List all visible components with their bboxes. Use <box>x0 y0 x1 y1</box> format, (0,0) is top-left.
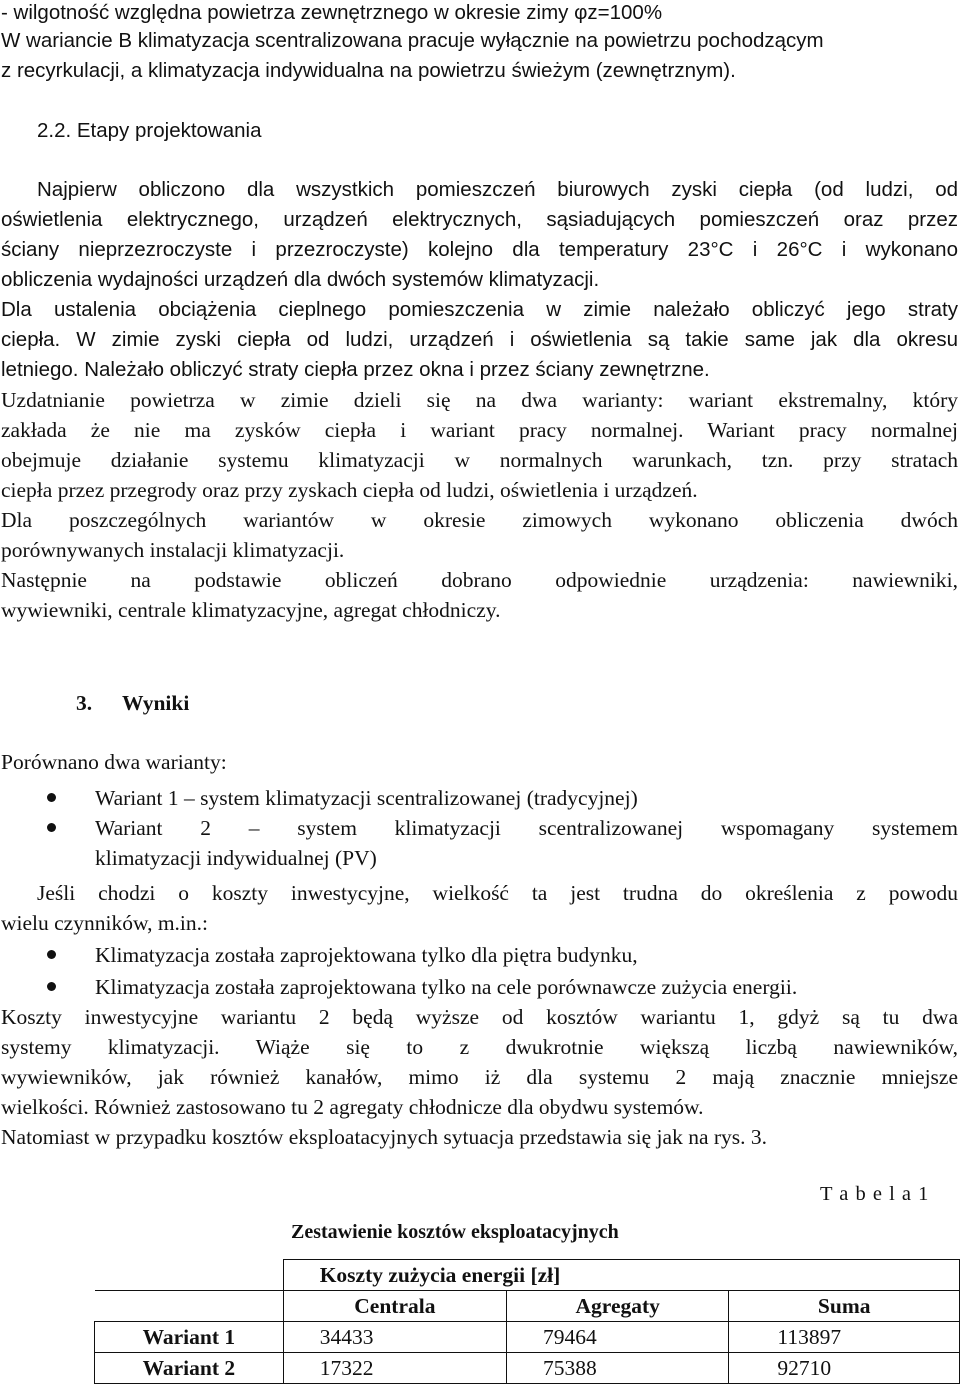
text-line: W wariancie B klimatyzacja scentralizowana pracuje wyłącznie na powietrzu pochodzącym <box>1 29 824 52</box>
text-line: Natomiast w przypadku kosztów eksploatacyjnych sytuacja przedstawia się jak na rys. 3. <box>1 1125 768 1149</box>
section-heading: 2.2. Etapy projektowania <box>37 119 262 142</box>
text-line: Dla poszczególnych wariantów w okresie zimowych wykonano obliczenia dwóch <box>1 508 958 532</box>
list-item-continuation: klimatyzacji indywidualnej (PV) <box>95 846 377 870</box>
table-cell: 17322 <box>283 1353 506 1384</box>
table-header-row <box>95 1260 960 1291</box>
table-row <box>95 1322 960 1353</box>
list-item: Klimatyzacja została zaprojektowana tylko na cele porównawcze zużycia energii. <box>95 975 798 999</box>
text-line: Koszty inwestycyjne wariantu 2 będą wyższe od kosztów wariantu 1, gdyż są tu dwa <box>1 1005 958 1029</box>
text-line: obliczenia wydajności urządzeń dla dwóch systemów klimatyzacji. <box>1 268 600 291</box>
column-header: Centrala <box>283 1291 506 1322</box>
text-line: systemy klimatyzacji. Wiąże się to z dwukrotnie większą liczbą nawiewników, <box>1 1035 958 1059</box>
text-line: ściany nieprzezroczyste i przezroczyste) kolejno dla temperatury 23°C i 26°C i wykonano <box>1 238 958 261</box>
list-item: Wariant 2 – system klimatyzacji scentralizowanej wspomagany systemem <box>95 816 958 840</box>
text-line: z recyrkulacji, a klimatyzacja indywidualna na powietrzu świeżym (zewnętrznym). <box>1 59 736 82</box>
paragraph <box>1 295 958 355</box>
text-line: Porównano dwa warianty: <box>1 750 227 774</box>
text-line: ciepła. W zimie zyski ciepła od ludzi, urządzeń i oświetlenia są takie same jak dla okresu <box>1 328 958 351</box>
paragraph <box>37 878 958 908</box>
text-line: Następnie na podstawie obliczeń dobrano odpowiednie urządzenia: nawiewniki, <box>1 568 958 592</box>
text-line: Uzdatnianie powietrza w zimie dzieli się na dwa warianty: wariant ekstremalny, który <box>1 388 958 412</box>
text-line: letniego. Należało obliczyć straty ciepła przez okna i przez ściany zewnętrzne. <box>1 358 710 381</box>
column-header: Agregaty <box>507 1291 729 1322</box>
text-line: zakłada że nie ma zysków ciepła i wariant pracy normalnej. Wariant pracy normalnej <box>1 418 958 442</box>
table-label: T a b e l a 1 <box>820 1183 930 1205</box>
table-cell: 92710 <box>729 1353 960 1384</box>
text-line: Dla ustalenia obciążenia cieplnego pomieszczenia w zimie należało obliczyć jego straty <box>1 298 958 321</box>
text-line: wielu czynników, m.in.: <box>1 911 209 935</box>
text-line: wywiewników, jak również kanałów, mimo iż dla systemu 2 mają znacznie mniejsze <box>1 1065 958 1089</box>
paragraph <box>1 565 958 595</box>
table-cell: 34433 <box>283 1322 506 1353</box>
list-item: Wariant 1 – system klimatyzacji scentralizowanej (tradycyjnej) <box>95 786 638 810</box>
section-heading: Wyniki <box>122 691 190 715</box>
bullet-icon <box>47 950 56 959</box>
table-cell: 113897 <box>729 1322 960 1353</box>
bullet-icon <box>47 823 56 832</box>
bullet-icon <box>47 982 56 991</box>
text-line: obejmuje działanie systemu klimatyzacji w normalnych warunkach, tzn. przy stratach <box>1 448 958 472</box>
table-caption: Zestawienie kosztów eksploatacyjnych <box>291 1221 619 1243</box>
table-corner-cell <box>95 1291 284 1322</box>
text-line: - wilgotność względna powietrza zewnętrznego w okresie zimy φz=100% <box>1 1 663 24</box>
paragraph <box>37 175 958 205</box>
table-header-row <box>95 1291 960 1322</box>
text-line: oświetlenia elektrycznego, urządzeń elektrycznych, sąsiadujących pomieszczeń oraz przez <box>1 208 958 231</box>
table-row <box>95 1353 960 1384</box>
paragraph <box>1 385 958 475</box>
row-header: Wariant 1 <box>95 1322 284 1353</box>
text-line: Najpierw obliczono dla wszystkich pomieszczeń biurowych zyski ciepła (od ludzi, od <box>37 178 958 201</box>
table-cell: 79464 <box>507 1322 729 1353</box>
section-number: 3. <box>76 691 93 715</box>
table-cell: 75388 <box>507 1353 729 1384</box>
row-header: Wariant 2 <box>95 1353 284 1384</box>
paragraph <box>1 505 958 535</box>
text-line: porównywanych instalacji klimatyzacji. <box>1 538 345 562</box>
paragraph <box>1 1002 958 1092</box>
paragraph <box>1 205 958 265</box>
group-header-cell: Koszty zużycia energii [zł] <box>283 1260 959 1291</box>
column-header: Suma <box>729 1291 960 1322</box>
list-item: Klimatyzacja została zaprojektowana tylko dla piętra budynku, <box>95 943 638 967</box>
text-line: ciepła przez przegrody oraz przy zyskach ciepła od ludzi, oświetlenia i urządzeń. <box>1 478 698 502</box>
text-line: wielkości. Również zastosowano tu 2 agregaty chłodnicze dla obydwu systemów. <box>1 1095 704 1119</box>
text-line: Jeśli chodzi o koszty inwestycyjne, wielkość ta jest trudna do określenia z powodu <box>37 881 958 905</box>
costs-table <box>94 1259 960 1384</box>
bullet-icon <box>47 793 56 802</box>
table-corner-cell <box>95 1260 284 1291</box>
text-line: wywiewniki, centrale klimatyzacyjne, agregat chłodniczy. <box>1 598 501 622</box>
